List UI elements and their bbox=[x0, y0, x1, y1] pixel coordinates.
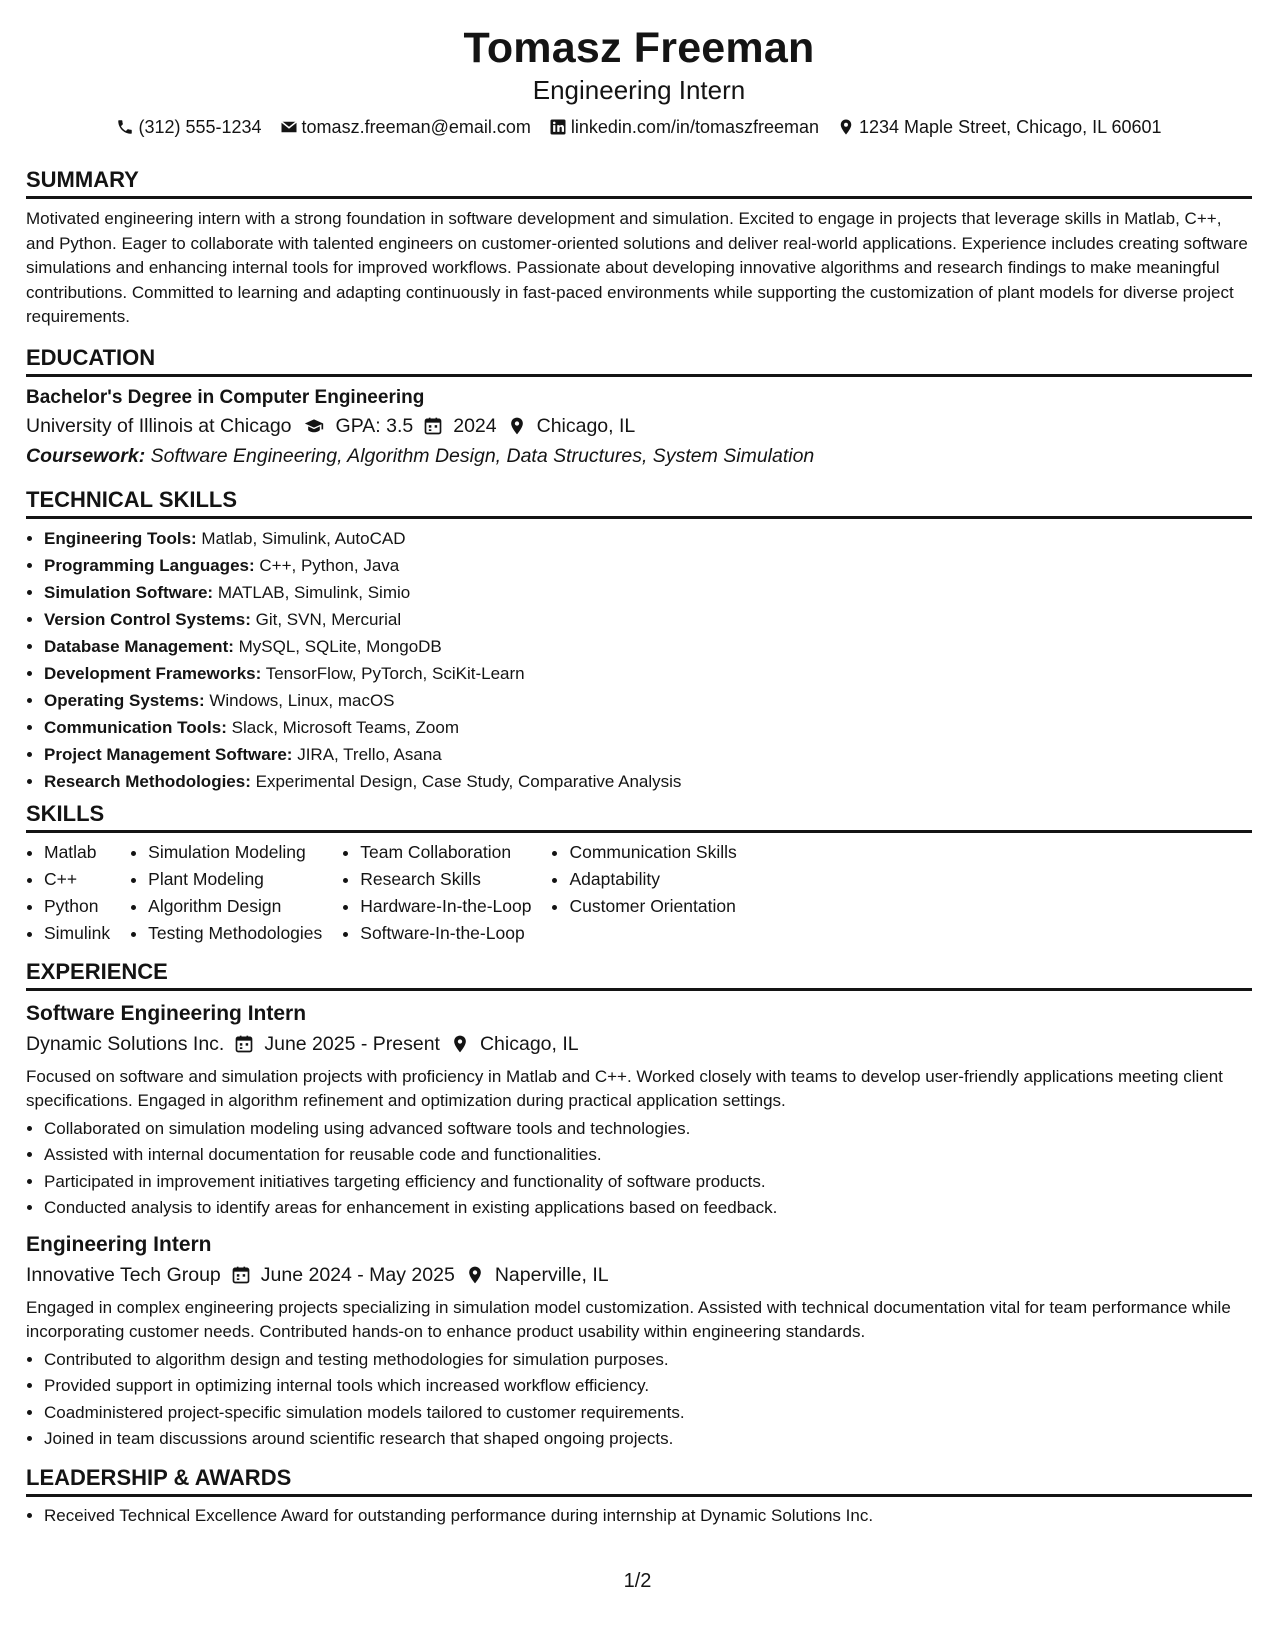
list-item: • Adaptability bbox=[569, 866, 736, 893]
skill-label: Research Methodologies: bbox=[44, 771, 251, 791]
job-bullets bbox=[26, 1116, 1252, 1222]
map-pin-icon bbox=[837, 118, 855, 136]
phone-icon bbox=[116, 118, 134, 136]
calendar-icon bbox=[423, 416, 443, 436]
list-item bbox=[44, 714, 1252, 741]
summary-section bbox=[26, 167, 1252, 330]
gpa-text: GPA: 3.5 bbox=[335, 414, 414, 437]
skill-label: Development Frameworks: bbox=[44, 663, 262, 683]
list-item bbox=[44, 660, 1252, 687]
calendar-icon bbox=[234, 1034, 254, 1054]
phone-text: (312) 555-1234 bbox=[138, 117, 262, 137]
skill-value: TensorFlow, PyTorch, SciKit-Learn bbox=[265, 663, 525, 683]
contact-linkedin[interactable] bbox=[549, 116, 819, 138]
job-location: Chicago, IL bbox=[479, 1032, 579, 1055]
map-pin-icon bbox=[450, 1034, 470, 1054]
list-item: • Joined in team discussions around scientific research that shaped ongoing projects. bbox=[44, 1426, 1252, 1453]
skill-label: Engineering Tools: bbox=[44, 528, 197, 548]
list-item bbox=[44, 633, 1252, 660]
skill-value: Windows, Linux, macOS bbox=[209, 690, 395, 710]
list-item: • C++ bbox=[44, 866, 110, 893]
section-title-summary: SUMMARY bbox=[26, 167, 1252, 199]
contact-address bbox=[837, 116, 1162, 138]
skill-value: Slack, Microsoft Teams, Zoom bbox=[231, 717, 459, 737]
list-item: • Team Collaboration bbox=[360, 839, 531, 866]
leadership-section bbox=[26, 1465, 1252, 1530]
job-title: Software Engineering Intern bbox=[26, 1001, 307, 1025]
coursework-line bbox=[26, 441, 1252, 471]
graduation-cap-icon bbox=[302, 416, 326, 436]
skill-label: Database Management: bbox=[44, 636, 234, 656]
contact-phone bbox=[116, 116, 261, 138]
job-description: Engaged in complex engineering projects specializing in simulation model customization. Assisted with technical documentation vital for team performance while incorporating customer needs. Contributed hands-on to enhance product usability within engineering standards. bbox=[26, 1297, 1231, 1341]
skill-value: Git, SVN, Mercurial bbox=[255, 609, 402, 629]
job-entry bbox=[26, 999, 1252, 1222]
skills-grid bbox=[26, 839, 1252, 947]
list-item: • Provided support in optimizing internal tools which increased workflow efficiency. bbox=[44, 1373, 1252, 1400]
job-meta bbox=[26, 1260, 1252, 1290]
skill-label: Simulation Software: bbox=[44, 582, 214, 602]
leadership-list bbox=[26, 1503, 1252, 1530]
skills-column bbox=[342, 839, 531, 947]
company-name: Dynamic Solutions Inc. bbox=[26, 1032, 225, 1055]
skills-column bbox=[26, 839, 110, 947]
candidate-role: Engineering Intern bbox=[532, 75, 746, 105]
section-title-skills: SKILLS bbox=[26, 801, 1252, 833]
job-bullets bbox=[26, 1347, 1252, 1453]
list-item: • Algorithm Design bbox=[148, 893, 322, 920]
linkedin-icon bbox=[549, 118, 567, 136]
graduation-year: 2024 bbox=[453, 414, 497, 437]
list-item: • Coadministered project-specific simulation models tailored to customer requirements. bbox=[44, 1400, 1252, 1427]
list-item bbox=[44, 768, 1252, 795]
list-item: • Matlab bbox=[44, 839, 110, 866]
summary-text: Motivated engineering intern with a strong foundation in software development and simulation. Excited to engage in projects that leverage skills in Matlab, C++, and Python. Eager to collaborate with talented engineers on customer-oriented solutions and deliver real-world applications. Experience includes creating software simulations and enhancing internal tools for improved workflows. Passionate about developing innovative algorithms and research findings to make meaningful contributions. Committed to learning and adapting continuously in fast-paced environments while supporting the customization of plant models for diverse project requirements. bbox=[26, 209, 1248, 326]
skill-value: Experimental Design, Case Study, Comparative Analysis bbox=[255, 771, 682, 791]
list-item: • Software-In-the-Loop bbox=[360, 920, 531, 947]
job-dates: June 2024 - May 2025 bbox=[260, 1263, 455, 1286]
skill-value: C++, Python, Java bbox=[259, 555, 400, 575]
technical-skills-list bbox=[26, 525, 1252, 795]
job-entry bbox=[26, 1230, 1252, 1453]
contact-email[interactable] bbox=[280, 116, 531, 138]
list-item: • Python bbox=[44, 893, 110, 920]
job-location: Naperville, IL bbox=[494, 1263, 609, 1286]
list-item: • Received Technical Excellence Award for outstanding performance during internship at Dynamic Solutions Inc. bbox=[44, 1503, 1252, 1530]
list-item: • Customer Orientation bbox=[569, 893, 736, 920]
section-title-leadership: LEADERSHIP & AWARDS bbox=[26, 1465, 1252, 1497]
list-item: • Plant Modeling bbox=[148, 866, 322, 893]
section-title-education: EDUCATION bbox=[26, 345, 1252, 377]
list-item bbox=[44, 525, 1252, 552]
map-pin-icon bbox=[465, 1265, 485, 1285]
coursework-label: Coursework: bbox=[26, 444, 146, 467]
skill-value: MATLAB, Simulink, Simio bbox=[217, 582, 411, 602]
contact-bar bbox=[26, 116, 1252, 138]
list-item: • Testing Methodologies bbox=[148, 920, 322, 947]
list-item bbox=[44, 741, 1252, 768]
skills-column bbox=[551, 839, 736, 947]
list-item bbox=[44, 606, 1252, 633]
list-item: • Simulink bbox=[44, 920, 110, 947]
skill-value: JIRA, Trello, Asana bbox=[297, 744, 442, 764]
school-location: Chicago, IL bbox=[536, 414, 636, 437]
job-meta bbox=[26, 1029, 1252, 1059]
job-dates: June 2025 - Present bbox=[264, 1032, 440, 1055]
skills-column bbox=[130, 839, 322, 947]
skills-section bbox=[26, 801, 1252, 947]
list-item: • Participated in improvement initiatives targeting efficiency and functionality of software products. bbox=[44, 1169, 1252, 1196]
skill-label: Project Management Software: bbox=[44, 744, 293, 764]
list-item: • Communication Skills bbox=[569, 839, 736, 866]
school-name: University of Illinois at Chicago bbox=[26, 414, 292, 437]
skill-value: Matlab, Simulink, AutoCAD bbox=[201, 528, 406, 548]
candidate-name: Tomasz Freeman bbox=[463, 24, 815, 72]
skill-label: Programming Languages: bbox=[44, 555, 255, 575]
email-text[interactable]: tomasz.freeman@email.com bbox=[301, 117, 531, 137]
list-item: • Research Skills bbox=[360, 866, 531, 893]
list-item: • Assisted with internal documentation for reusable code and functionalities. bbox=[44, 1142, 1252, 1169]
education-section bbox=[26, 345, 1252, 471]
skill-value: MySQL, SQLite, MongoDB bbox=[238, 636, 442, 656]
list-item: • Hardware-In-the-Loop bbox=[360, 893, 531, 920]
envelope-icon bbox=[280, 118, 298, 136]
list-item bbox=[44, 552, 1252, 579]
linkedin-text[interactable]: linkedin.com/in/tomaszfreeman bbox=[570, 117, 819, 137]
education-meta bbox=[26, 411, 1252, 441]
list-item: • Conducted analysis to identify areas for enhancement in existing applications based on feedback. bbox=[44, 1195, 1252, 1222]
list-item: • Collaborated on simulation modeling using advanced software tools and technologies. bbox=[44, 1116, 1252, 1143]
skill-label: Communication Tools: bbox=[44, 717, 227, 737]
address-text: 1234 Maple Street, Chicago, IL 60601 bbox=[859, 117, 1162, 137]
company-name: Innovative Tech Group bbox=[26, 1263, 221, 1286]
list-item bbox=[44, 579, 1252, 606]
skill-label: Operating Systems: bbox=[44, 690, 205, 710]
skill-label: Version Control Systems: bbox=[44, 609, 251, 629]
resume-page bbox=[26, 22, 1252, 1529]
coursework-text: Software Engineering, Algorithm Design, Data Structures, System Simulation bbox=[150, 444, 815, 467]
degree-title: Bachelor's Degree in Computer Engineering bbox=[26, 386, 425, 408]
section-title-experience: EXPERIENCE bbox=[26, 959, 1252, 991]
technical-skills-section bbox=[26, 487, 1252, 795]
list-item: • Simulation Modeling bbox=[148, 839, 322, 866]
calendar-icon bbox=[231, 1265, 251, 1285]
job-title: Engineering Intern bbox=[26, 1232, 212, 1256]
job-description: Focused on software and simulation projects with proficiency in Matlab and C++. Worked closely with teams to develop user-friendly applications meeting client specifications. Engaged in algorithm refinement and optimization during practical application settings. bbox=[26, 1066, 1223, 1110]
list-item bbox=[44, 687, 1252, 714]
list-item: • Contributed to algorithm design and testing methodologies for simulation purposes. bbox=[44, 1347, 1252, 1374]
page-number: 1/2 bbox=[623, 1570, 652, 1592]
map-pin-icon bbox=[507, 416, 527, 436]
section-title-technical-skills: TECHNICAL SKILLS bbox=[26, 487, 1252, 519]
experience-section bbox=[26, 959, 1252, 1453]
